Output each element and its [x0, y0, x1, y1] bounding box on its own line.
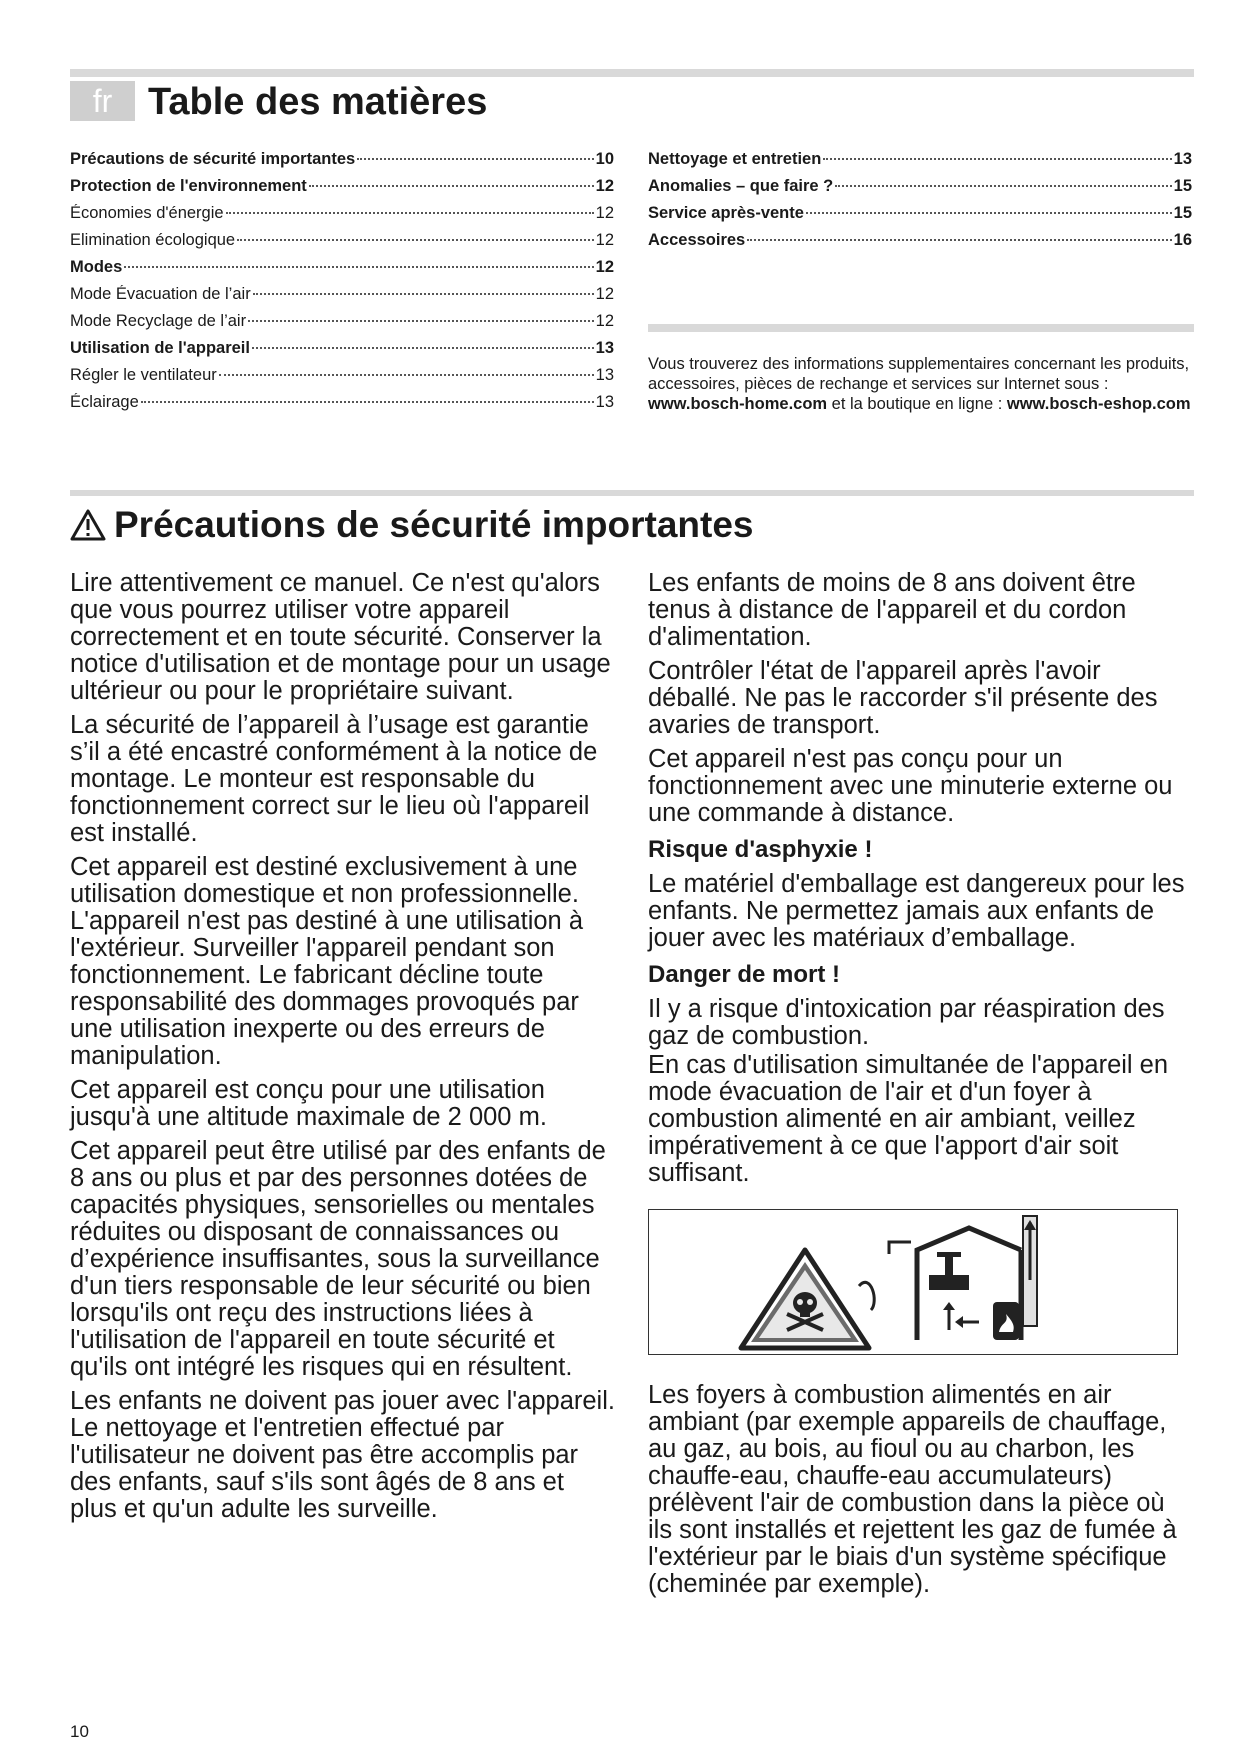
toc-entry[interactable]: Régler le ventilateur 13	[70, 366, 614, 384]
asphyxie-heading: Risque d'asphyxie !	[648, 836, 873, 863]
section-rule	[70, 490, 1194, 496]
info-rule	[648, 324, 1194, 332]
language-tag: fr	[70, 81, 135, 121]
paragraph: Il y a risque d'intoxication par réaspiration des gaz de combustion.	[648, 995, 1165, 1050]
toc-entry[interactable]: Nettoyage et entretien 13	[648, 150, 1192, 168]
paragraph: En cas d'utilisation simultanée de l'appareil en mode évacuation de l'air et d'un foyer à combustion alimenté en air ambiant, veillez impérativement à ce que l'apport d'air soit suffisant.	[648, 1051, 1169, 1187]
bosch-eshop-link[interactable]: www.bosch-eshop.com	[1006, 395, 1191, 413]
toc-entry[interactable]: Service après-vente 15	[648, 204, 1192, 222]
skull-warning-triangle-icon	[741, 1250, 869, 1348]
toc-left-column	[70, 150, 614, 420]
toc-right-column	[648, 150, 1192, 258]
toc-entry[interactable]: Accessoires 16	[648, 231, 1192, 249]
paragraph: Cet appareil peut être utilisé par des enfants de 8 ans ou plus et par des personnes dotées de capacités physiques, sensorielles ou mentales réduites ou disposant de connaissances ou d’expérience insuffisantes, sous la surveillance d'un tiers responsable de leur sécurité ou bien lorsqu'ils ont reçu des instructions liées à l'utilisation de l'appareil en toute sécurité et qu'ils ont intégré les risques qui en résultent.	[70, 1137, 606, 1381]
left-text-column	[70, 570, 615, 1530]
right-text-column	[648, 570, 1193, 1605]
toc-entry[interactable]: Anomalies – que faire ? 15	[648, 177, 1192, 195]
toc-entry[interactable]: Elimination écologique 12	[70, 231, 614, 249]
paragraph: Les foyers à combustion alimentés en air ambiant (par exemple appareils de chauffage, au gaz, au bois, au fioul ou au charbon, les chauffe-eau, chauffe-eau accumulateurs) prélèvent l'air de combustion dans la pièce où ils sont installés et rejettent les gaz de fumée à l'extérieur par le biais d'un système spécifique (cheminée par exemple).	[648, 1381, 1177, 1598]
toc-entry[interactable]: Mode Recyclage de l’air 12	[70, 312, 614, 330]
toc-entry[interactable]: Mode Évacuation de l’air 12	[70, 285, 614, 303]
toc-title: Table des matières	[148, 81, 488, 123]
toc-entry[interactable]: Éclairage 13	[70, 393, 614, 411]
toc-entry[interactable]: Modes 12	[70, 258, 614, 276]
danger-heading: Danger de mort !	[648, 961, 841, 988]
toc-entry[interactable]: Économies d'énergie 12	[70, 204, 614, 222]
paragraph: Cet appareil est conçu pour une utilisation jusqu'à une altitude maximale de 2 000 m.	[70, 1076, 547, 1131]
paragraph: La sécurité de l’appareil à l’usage est garantie s’il a été encastré conformément à la notice de montage. Le monteur est responsable du fonctionnement correct sur le lieu où l'appareil est installé.	[70, 711, 598, 847]
paragraph: Le matériel d'emballage est dangereux pour les enfants. Ne permettez jamais aux enfants de jouer avec les matériaux d’emballage.	[648, 870, 1185, 952]
paragraph: Les enfants ne doivent pas jouer avec l'appareil. Le nettoyage et l'entretien effectué par l'utilisateur ne doivent pas être accomplis par des enfants, sauf s'ils sont âgés de 8 ans et plus et qu'un adulte les surveille.	[70, 1387, 615, 1523]
paragraph: Cet appareil n'est pas conçu pour un fonctionnement avec une minuterie externe ou une commande à distance.	[648, 745, 1173, 827]
toc-entry[interactable]: Utilisation de l'appareil 13	[70, 339, 614, 357]
info-paragraph: Vous trouverez des informations supplementaires concernant les produits, accessoires, pièces de rechange et services sur Internet sous : www.bosch-home.com et la boutique en ligne : www.bosch-eshop.com	[648, 355, 1191, 413]
paragraph: Contrôler l'état de l'appareil après l'avoir déballé. Ne pas le raccorder s'il présente des avaries de transport.	[648, 657, 1158, 739]
warning-triangle-icon	[70, 508, 106, 542]
paragraph: Cet appareil est destiné exclusivement à une utilisation domestique et non professionnelle. L'appareil n'est pas destiné à une utilisation à l'extérieur. Surveiller l'appareil pendant son fonctionnement. Le fabricant décline toute responsabilité des dommages provoqués par une utilisation inexperte ou des erreurs de manipulation.	[70, 853, 584, 1070]
toc-entry[interactable]: Précautions de sécurité importantes 10	[70, 150, 614, 168]
toc-entry[interactable]: Protection de l'environnement 12	[70, 177, 614, 195]
paragraph: Lire attentivement ce manuel. Ce n'est qu'alors que vous pourrez utiliser votre appareil correctement et en toute sécurité. Conserver la notice d'utilisation et de montage pour un usage ultérieur ou pour le propriétaire suivant.	[70, 569, 611, 705]
paragraph: Les enfants de moins de 8 ans doivent être tenus à distance de l'appareil et du cordon d'alimentation.	[648, 569, 1136, 651]
section-title: Précautions de sécurité importantes	[70, 500, 753, 550]
top-rule	[70, 69, 1194, 77]
bosch-home-link[interactable]: www.bosch-home.com	[648, 395, 828, 413]
combustion-warning-figure	[648, 1209, 1178, 1355]
page-number: 10	[70, 1722, 89, 1741]
